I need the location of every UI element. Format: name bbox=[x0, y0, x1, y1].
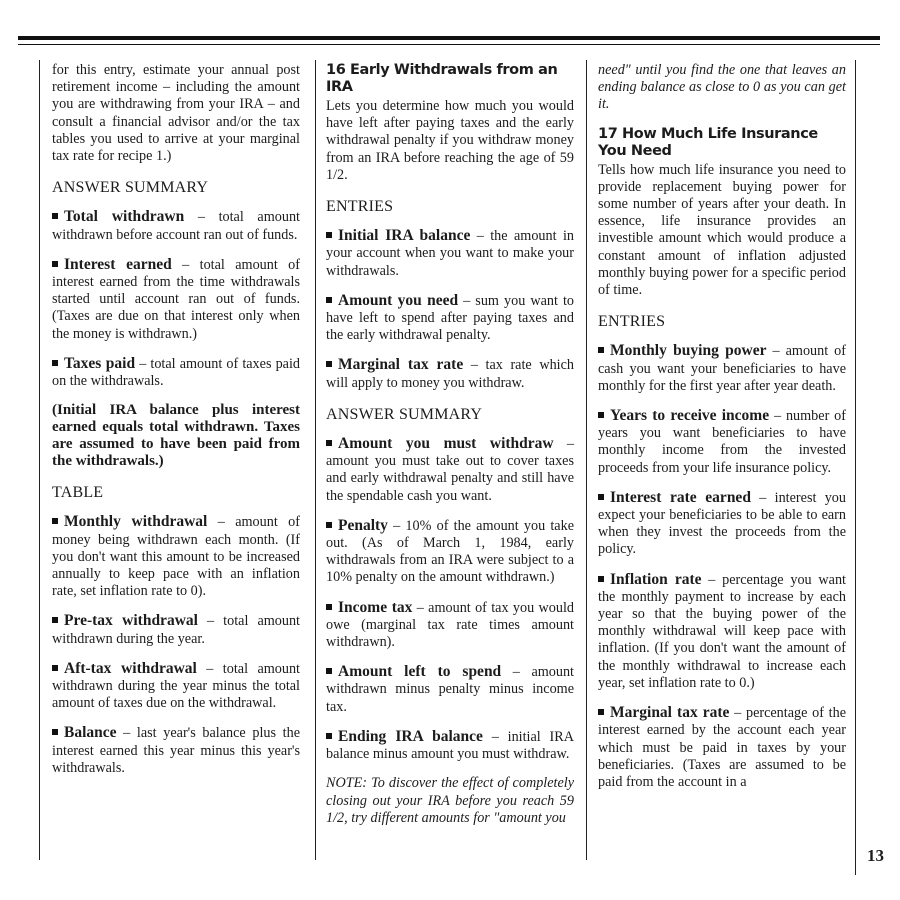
col1-table-heading: TABLE bbox=[52, 484, 104, 502]
col3-entry-term: Years to receive income bbox=[610, 407, 770, 425]
col2-answer-item bbox=[326, 728, 574, 763]
col2-answer-desc: – amount withdrawn minus penalty minus income tax. bbox=[326, 664, 574, 715]
col2-answer-term: Ending IRA balance bbox=[338, 727, 483, 745]
col2-answer-item bbox=[326, 663, 574, 716]
col1-answer-term: Taxes paid bbox=[64, 354, 136, 372]
col3-entry-desc: – percentage you want the monthly payment to increase by each year so that the buying power of the monthly withdrawal will keep pace with inflation. (If you don't want the amount of the monthly withdrawal to increase each year, set inflation rate to 0.) bbox=[598, 571, 846, 691]
top-rule-thick bbox=[18, 36, 880, 40]
bullet-icon bbox=[326, 604, 332, 610]
col2-entry-desc: – the amount in your account when you want to make your withdrawals. bbox=[326, 228, 574, 279]
col2-answer-heading: ANSWER SUMMARY bbox=[326, 405, 483, 423]
bullet-icon bbox=[598, 412, 604, 418]
bullet-icon bbox=[326, 733, 332, 739]
column-divider-2 bbox=[586, 60, 587, 860]
col3-entry-desc: – percentage of the interest earned by the account each year which must be paid in taxes by your beneficiaries. (Taxes are assumed to be paid from the account in a bbox=[598, 705, 847, 790]
bullet-icon bbox=[598, 494, 604, 500]
col2-answer-desc: – amount you must take out to cover taxes and early withdrawal penalty and still have the spendable cash you want. bbox=[326, 436, 574, 504]
bullet-icon bbox=[52, 665, 58, 671]
col2-entry-item bbox=[326, 356, 574, 391]
col1-table-desc: – last year's balance plus the interest earned this year minus this year's withdrawals. bbox=[52, 725, 300, 776]
col1-answer-item bbox=[52, 355, 300, 390]
column-divider-right bbox=[855, 60, 856, 875]
col1-table-item bbox=[52, 612, 300, 647]
col2-answer-term: Penalty bbox=[338, 516, 388, 534]
bullet-icon bbox=[326, 232, 332, 238]
bullet-icon bbox=[52, 261, 58, 267]
bullet-icon bbox=[52, 729, 58, 735]
col1-table-desc: – total amount withdrawn during the year. bbox=[52, 613, 300, 647]
col2-entries-list bbox=[326, 227, 574, 392]
col3-entries-list bbox=[598, 342, 846, 791]
col3-entry-term: Monthly buying power bbox=[610, 342, 767, 360]
col1-table-item bbox=[52, 660, 300, 713]
column-3 bbox=[598, 62, 846, 803]
col1-answer-heading: ANSWER SUMMARY bbox=[52, 179, 209, 197]
col1-table-item bbox=[52, 724, 300, 777]
col1-table-list bbox=[52, 513, 300, 777]
bullet-icon bbox=[52, 360, 58, 366]
col2-answer-item bbox=[326, 435, 574, 505]
col3-entry-term: Marginal tax rate bbox=[610, 704, 730, 722]
bullet-icon bbox=[326, 668, 332, 674]
column-2 bbox=[326, 62, 574, 839]
col2-entry-item bbox=[326, 227, 574, 280]
col1-answer-item bbox=[52, 208, 300, 243]
col1-answer-desc: – total amount of interest earned from the time withdrawals started until account ran out of funds. (Taxes are due on that interest only when the money is withdrawn.) bbox=[52, 256, 301, 342]
col2-answer-item bbox=[326, 517, 574, 587]
col3-entry-desc: – interest you expect your beneficiaries to be able to earn when they invest the proceeds from the policy. bbox=[598, 489, 846, 558]
col2-intro: Lets you determine how much you would have left after paying taxes and the early withdrawal penalty if you withdraw money from an IRA before reaching the age of 59 1/2. bbox=[326, 98, 574, 183]
column-divider-1 bbox=[315, 60, 316, 860]
col2-entry-term: Marginal tax rate bbox=[338, 356, 464, 374]
col1-answer-term: Total withdrawn bbox=[64, 208, 185, 226]
col2-entry-desc: – tax rate which will apply to money you withdraw. bbox=[326, 357, 574, 391]
col3-note-cont: need" until you find the one that leaves an ending balance as close to 0 as you can get it. bbox=[598, 62, 846, 113]
col2-answer-term: Amount left to spend bbox=[338, 663, 502, 681]
bullet-icon bbox=[326, 361, 332, 367]
col1-table-term: Pre-tax withdrawal bbox=[64, 612, 198, 630]
col1-table-term: Aft-tax withdrawal bbox=[64, 659, 197, 677]
bullet-icon bbox=[52, 213, 58, 219]
col2-entry-desc: – sum you want to have left to spend after paying taxes and the early withdrawal penalty. bbox=[326, 292, 574, 344]
col2-entry-term: Initial IRA balance bbox=[338, 227, 471, 245]
col3-entry-item bbox=[598, 704, 846, 791]
bullet-icon bbox=[598, 347, 604, 353]
col2-answer-term: Income tax bbox=[338, 598, 413, 616]
bullet-icon bbox=[598, 709, 604, 715]
col2-answer-item bbox=[326, 599, 574, 652]
col2-entry-item bbox=[326, 292, 574, 345]
col2-answer-desc: – initial IRA balance minus amount you must withdraw. bbox=[326, 728, 574, 763]
col2-answer-list bbox=[326, 435, 574, 763]
col3-entry-term: Inflation rate bbox=[610, 570, 702, 588]
col2-note: NOTE: To discover the effect of completely closing out your IRA before you reach 59 1/2, try different amounts for "amount you bbox=[326, 775, 574, 826]
col1-answer-term: Interest earned bbox=[64, 255, 172, 273]
col3-entry-item bbox=[598, 489, 846, 559]
col1-table-desc: – total amount withdrawn during the year minus the total amount of taxes due on the withdrawal. bbox=[52, 660, 300, 712]
col2-answer-desc: – amount of tax you would owe (marginal tax rate times amount withdrawn). bbox=[326, 599, 574, 651]
col2-title: 16 Early Withdrawals from an IRA bbox=[326, 62, 558, 95]
col3-entries-heading: ENTRIES bbox=[598, 313, 666, 331]
col3-intro: Tells how much life insurance you need to provide replacement buying power for some number of years after your death. In essence, life insurance provides an investible amount which would produce a constant amount of inflation adjusted monthly buying power for a specific period of time. bbox=[598, 161, 846, 299]
col2-answer-desc: – 10% of the amount you take out. (As of March 1, 1984, early withdrawals from an IRA were subject to a 10% penalty on the amount withdrawn.) bbox=[326, 517, 574, 586]
col1-table-desc: – amount of money being withdrawn each month. (If you don't want this amount to be increased annually to keep pace with an inflation rate, set inflation rate to 0). bbox=[52, 514, 300, 600]
bullet-icon bbox=[52, 518, 58, 524]
col1-table-term: Monthly withdrawal bbox=[64, 513, 208, 531]
top-rule-thin bbox=[18, 44, 880, 45]
column-1 bbox=[52, 62, 300, 789]
page-number: 13 bbox=[867, 846, 884, 865]
col1-bold-note: (Initial IRA balance plus interest earned equals total withdrawn. Taxes are assumed to have been paid from the withdrawals.) bbox=[52, 402, 300, 470]
bullet-icon bbox=[598, 576, 604, 582]
col3-title: 17 How Much Life Insurance You Need bbox=[598, 125, 818, 159]
bullet-icon bbox=[326, 522, 332, 528]
column-divider-left bbox=[39, 60, 40, 860]
col3-entry-item bbox=[598, 407, 846, 477]
col3-entry-term: Interest rate earned bbox=[610, 488, 751, 506]
col1-intro: for this entry, estimate your annual post retirement income – including the amount you are withdrawing from your IRA – and consult a financial advisor and/or the tax tables you used to arrive at your marginal tax rate for recipe 1.) bbox=[52, 62, 300, 165]
col2-entries-heading: ENTRIES bbox=[326, 198, 394, 216]
col1-answer-item bbox=[52, 256, 300, 343]
col1-answer-desc: – total amount of taxes paid on the withdrawals. bbox=[52, 355, 301, 390]
col3-entry-desc: – amount of cash you want your beneficiaries to have monthly for the first year after year death. bbox=[598, 343, 846, 394]
bullet-icon bbox=[52, 617, 58, 623]
bullet-icon bbox=[326, 297, 332, 303]
col3-entry-item bbox=[598, 571, 846, 692]
bullet-icon bbox=[326, 440, 332, 446]
col3-entry-desc: – number of years you want beneficiaries to have monthly income from the invested proceeds from your life insurance policy. bbox=[598, 408, 846, 476]
col2-entry-term: Amount you need bbox=[338, 291, 459, 309]
col3-entry-item bbox=[598, 342, 846, 395]
col1-table-term: Balance bbox=[64, 724, 117, 742]
col2-answer-term: Amount you must withdraw bbox=[338, 435, 554, 453]
col1-answer-list bbox=[52, 208, 300, 390]
col1-answer-desc: – total amount withdrawn before account ran out of funds. bbox=[52, 209, 300, 243]
col1-table-item bbox=[52, 513, 300, 600]
